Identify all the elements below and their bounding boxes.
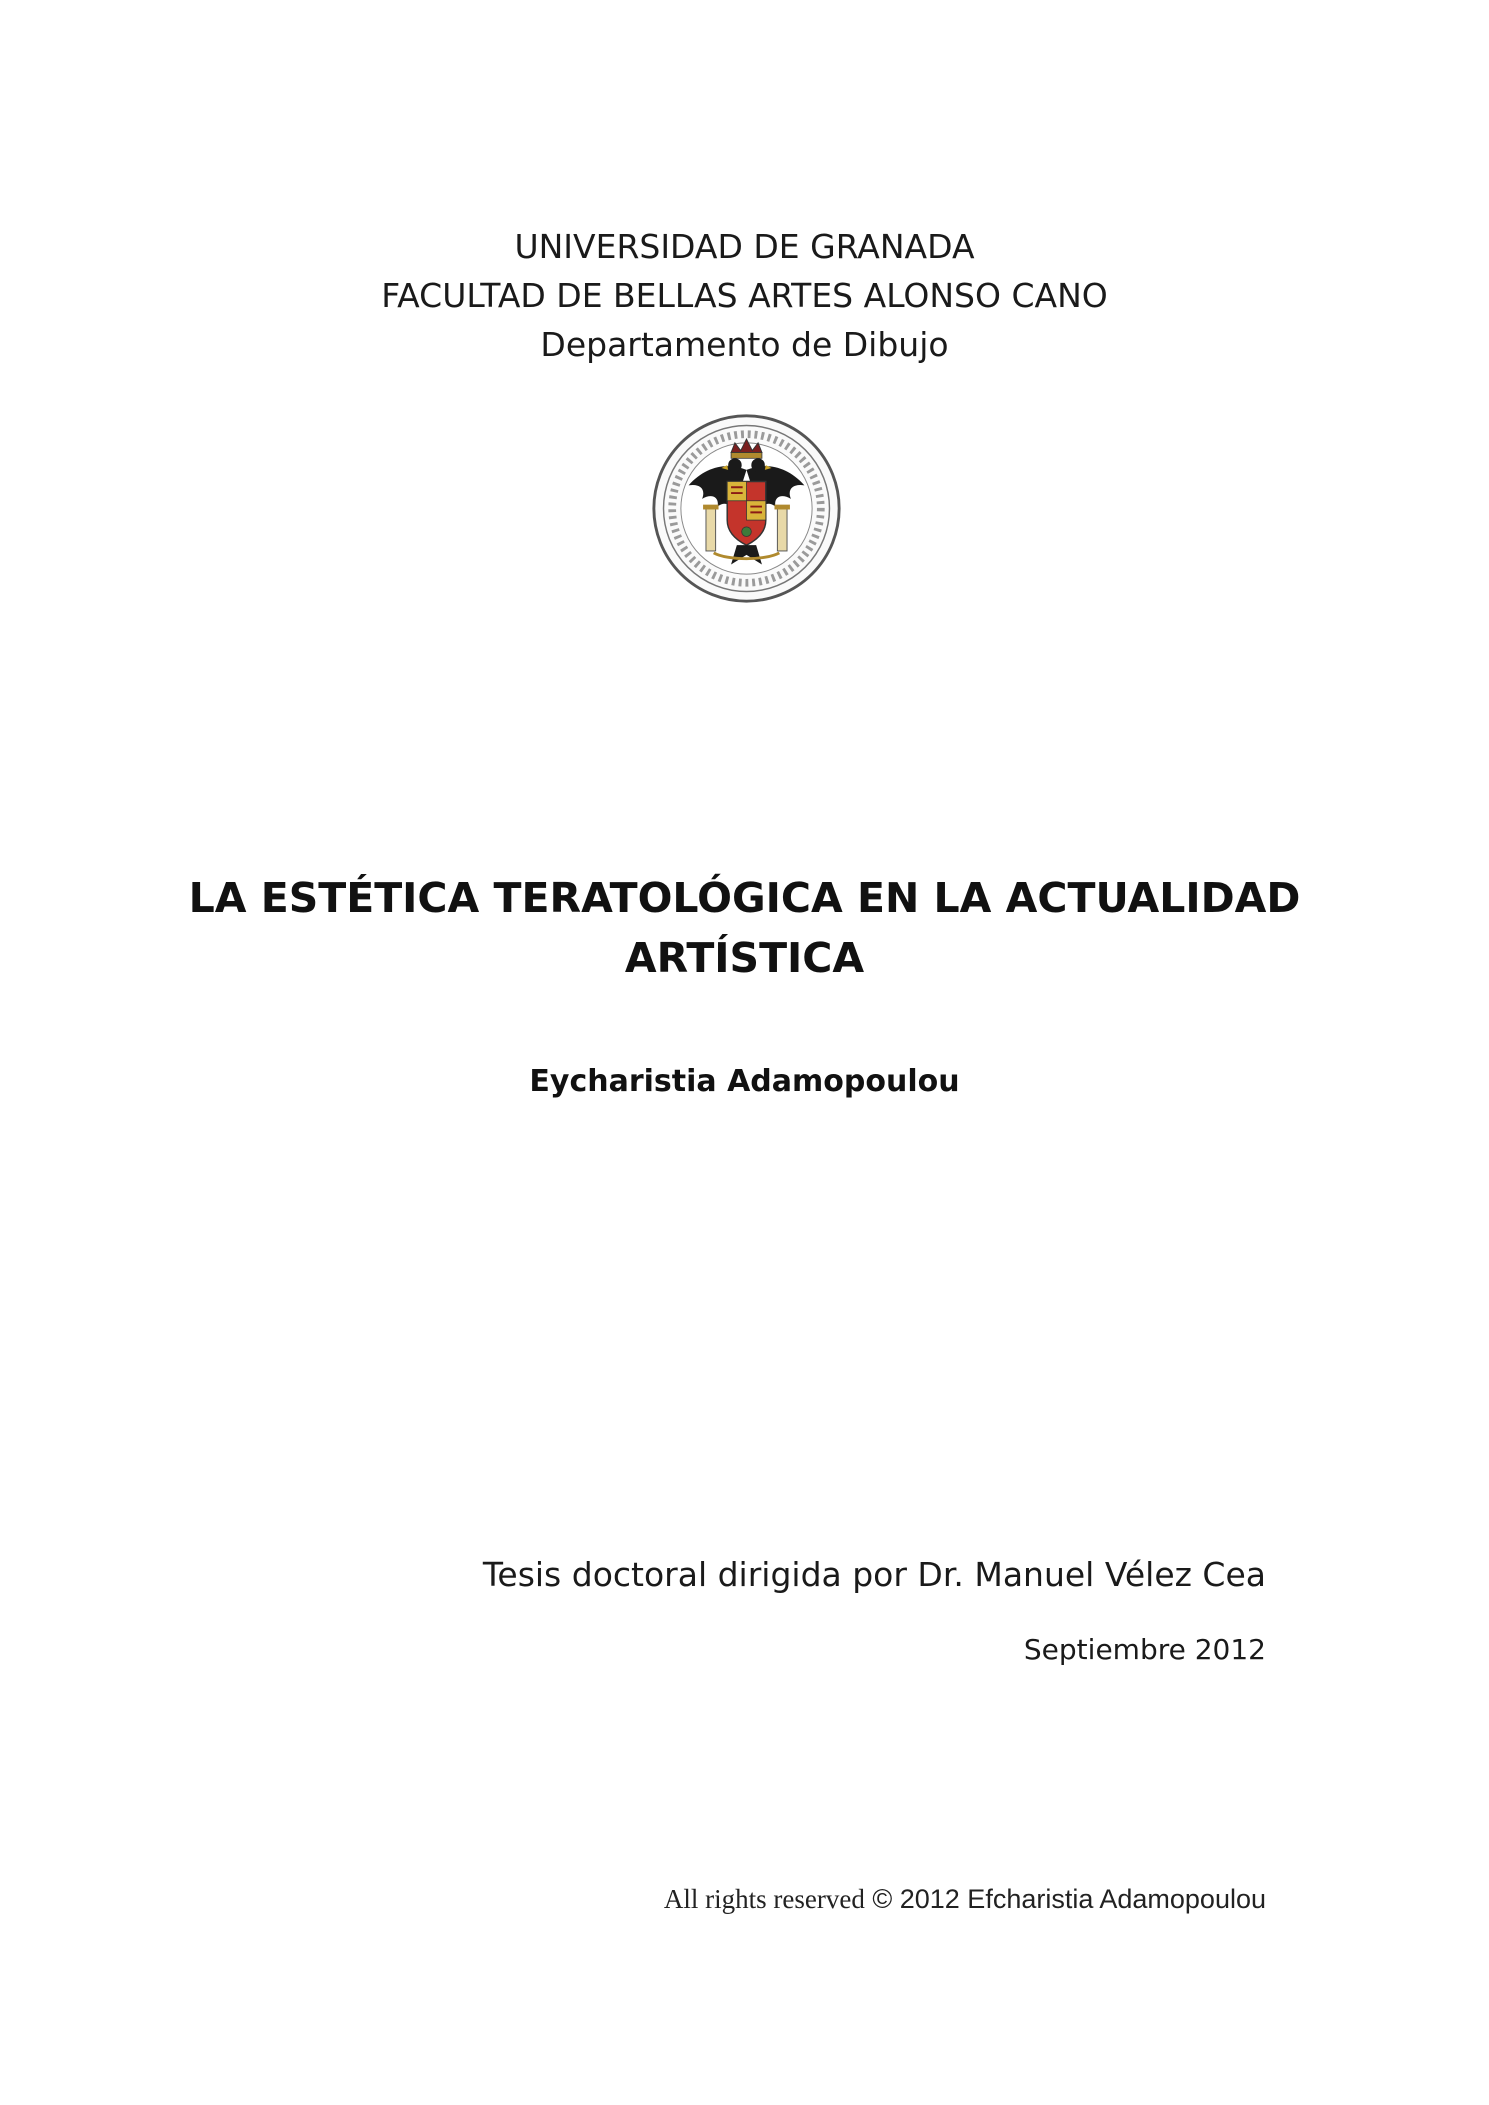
copyright-notice (664, 1880, 1266, 1918)
thesis-director: Tesis doctoral dirigida por Dr. Manuel Vélez Cea (482, 1555, 1266, 1594)
thesis-title-line-2: ARTÍSTICA (624, 934, 865, 982)
thesis-author: Eycharistia Adamopoulou (529, 1064, 960, 1099)
university-name: UNIVERSIDAD DE GRANADA (514, 227, 975, 266)
thesis-title (0, 868, 1489, 988)
rights-owner: © 2012 Efcharistia Adamopoulou (872, 1884, 1266, 1914)
department-name: Departamento de Dibujo (540, 325, 949, 364)
institution-header (0, 222, 1489, 369)
thesis-title-line-1: LA ESTÉTICA TERATOLÓGICA EN LA ACTUALIDAD (188, 874, 1301, 922)
thesis-date: Septiembre 2012 (1023, 1633, 1266, 1666)
faculty-name: FACULTAD DE BELLAS ARTES ALONSO CANO (381, 276, 1108, 315)
university-seal-icon (650, 412, 843, 605)
rights-text: All rights reserved (663, 1884, 865, 1914)
